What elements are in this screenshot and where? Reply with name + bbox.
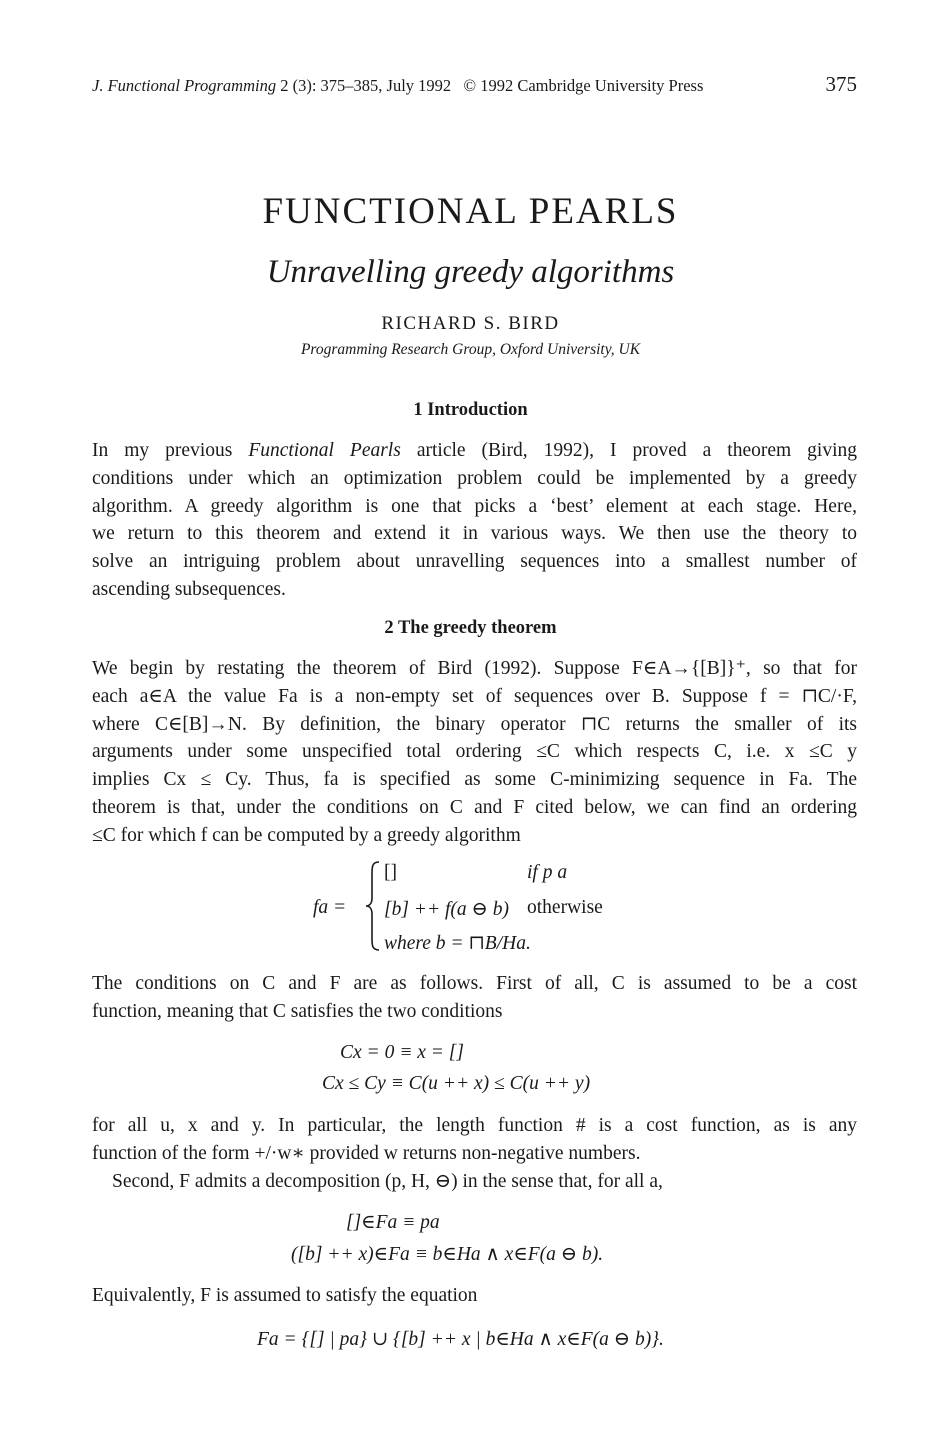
conditions-paragraph (92, 970, 857, 1026)
conditions-line: The conditions on C and F are as follows. First of all, C is assumed to be a cost (92, 973, 857, 994)
intro-line: In my previous Functional Pearls article (Bird, 1992), I proved a theorem giving (92, 440, 857, 461)
greedy-line: theorem is that, under the conditions on C and F cited below, we can find an ordering (92, 796, 857, 818)
conditions-line: function, meaning that C satisfies the two conditions (92, 1000, 503, 1022)
intro-line: we return to this theorem and extend it in various ways. We then use the theory to (92, 523, 857, 545)
cost-discussion-paragraph (92, 1112, 857, 1195)
citation: 2 (3): 375–385, July 1992 (280, 76, 452, 95)
section-heading-introduction: 1 Introduction (413, 400, 528, 420)
set-equation: Fa = {[] | pa} ∪ {[b] ++ x | b∈Ha ∧ x∈F(a ⊖ b)}. (257, 1329, 664, 1350)
equivalently-paragraph (92, 1282, 857, 1310)
page-number: 375 (825, 72, 857, 96)
equation-lhs: fa = (313, 897, 347, 918)
greedy-line: implies Cx ≤ Cy. Thus, fa is specified as some C-minimizing sequence in Fa. The (92, 769, 857, 791)
running-head (92, 72, 857, 96)
greedy-paragraph (92, 655, 857, 850)
case-where: where b = ⊓B/Ha. (384, 933, 531, 954)
decomposition-equation-2: ([b] ++ x)∈Fa ≡ b∈Ha ∧ x∈F(a ⊖ b). (291, 1244, 604, 1265)
greedy-line: We begin by restating the theorem of Bird (1992). Suppose F∈A→{[B]}⁺, so that for (92, 658, 857, 679)
cost-line: for all u, x and y. In particular, the length function # is a cost function, as is any (92, 1115, 857, 1136)
intro-line: algorithm. A greedy algorithm is one that picks a ‘best’ element at each stage. Here, (92, 495, 857, 517)
cost-equation-2: Cx ≤ Cy ≡ C(u ++ x) ≤ C(u ++ y) (322, 1073, 591, 1094)
journal-name: J. Functional Programming (92, 76, 277, 95)
greedy-line: each a∈A the value Fa is a non-empty set of sequences over B. Suppose f = ⊓C/·F, (92, 685, 857, 707)
condition-otherwise: otherwise (527, 897, 603, 918)
cost-equation-1: Cx = 0 ≡ x = [] (340, 1042, 464, 1063)
condition-if: if p a (527, 862, 568, 883)
pearls-emphasis: Functional Pearls (248, 440, 401, 461)
cost-line: function of the form +/·w∗ provided w returns non-negative numbers. (92, 1142, 641, 1164)
article-title: FUNCTIONAL PEARLS (262, 191, 679, 232)
case-empty: [] (384, 862, 397, 883)
case-recursive: [b] ++ f(a ⊖ b) (384, 899, 509, 920)
copyright: © 1992 Cambridge University Press (463, 76, 704, 95)
greedy-line: where C∈[B]→N. By definition, the binary operator ⊓C returns the smaller of its (92, 713, 857, 735)
left-brace-icon (365, 860, 381, 952)
section-heading-greedy-theorem: 2 The greedy theorem (384, 618, 557, 638)
author-name: RICHARD S. BIRD (381, 313, 560, 334)
intro-paragraph (92, 437, 857, 604)
equivalently-line: Equivalently, F is assumed to satisfy the equation (92, 1285, 478, 1306)
author-affiliation: Programming Research Group, Oxford University, UK (300, 341, 641, 358)
intro-line: conditions under which an optimization problem could be implemented by a greedy (92, 467, 857, 489)
intro-line: ascending subsequences. (92, 578, 286, 600)
greedy-line: arguments under some unspecified total ordering ≤C which respects C, i.e. x ≤C y (92, 741, 857, 763)
decomposition-line: Second, F admits a decomposition (p, H, ⊖) in the sense that, for all a, (112, 1170, 663, 1192)
decomposition-equation-1: []∈Fa ≡ pa (346, 1212, 440, 1233)
article-subtitle: Unravelling greedy algorithms (266, 254, 675, 290)
intro-line: solve an intriguing problem about unravelling sequences into a smallest number of (92, 551, 857, 573)
greedy-line: ≤C for which f can be computed by a greedy algorithm (92, 824, 521, 846)
